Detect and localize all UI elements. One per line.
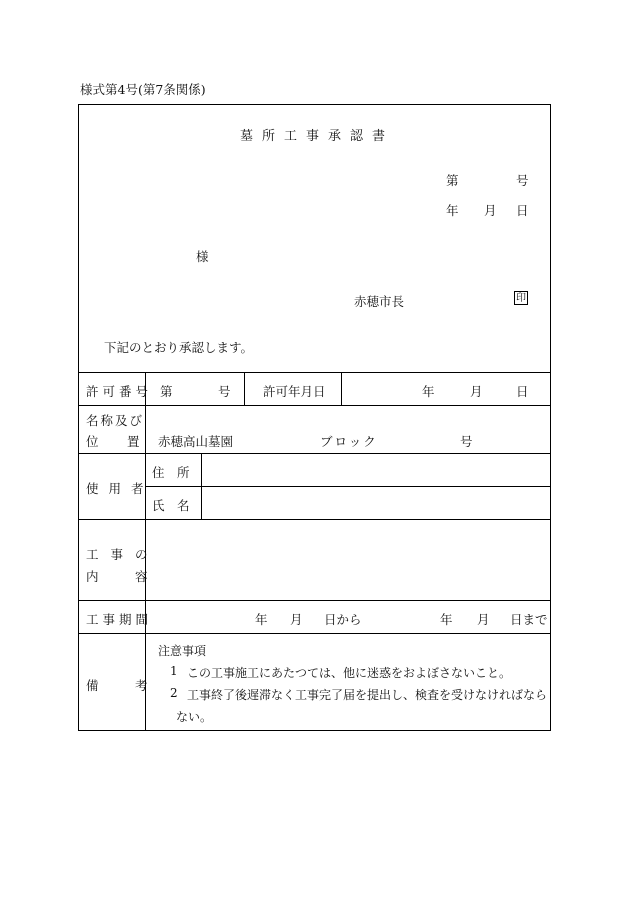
period-from-year: 年	[255, 612, 268, 627]
permit-date-label: 許可年月日	[263, 384, 326, 399]
period-label: 工事期間	[86, 612, 153, 627]
work-label-2: 内 容	[86, 569, 160, 584]
user-label: 使用者	[86, 481, 154, 496]
work-label-1: 工事の	[86, 547, 160, 562]
permit-number-suffix: 号	[218, 384, 231, 399]
rule-period-top	[78, 600, 551, 601]
permit-date-day: 日	[516, 384, 529, 399]
doc-number-prefix: 第	[446, 173, 459, 188]
permit-date-year: 年	[422, 384, 435, 399]
lot-suffix: 号	[460, 434, 473, 449]
doc-number-suffix: 号	[516, 173, 529, 188]
remarks-label: 備 考	[86, 678, 160, 693]
doc-date-day: 日	[516, 203, 529, 218]
name-location-label-1: 名称及び	[86, 413, 145, 428]
block-label: ブロック	[320, 434, 378, 449]
rule-address-name	[145, 486, 551, 487]
name-label: 氏 名	[152, 498, 190, 513]
period-to-year: 年	[440, 612, 453, 627]
permit-number-label: 許可番号	[86, 384, 153, 399]
form-number: 様式第4号(第7条関係)	[80, 82, 206, 97]
rule-user-top	[78, 453, 551, 454]
note-2-number: 2	[170, 686, 178, 700]
issuer-name: 赤穂市長	[354, 294, 405, 309]
name-location-label-2: 位 置	[86, 434, 148, 449]
seal-mark: 印	[516, 293, 526, 304]
period-from-day: 日から	[324, 612, 362, 627]
period-to-day: 日まで	[510, 612, 548, 627]
rule-permit-date	[341, 372, 342, 405]
rule-name-top	[78, 405, 551, 406]
rule-work-top	[78, 519, 551, 520]
document-title: 墓所工事承認書	[240, 129, 395, 144]
note-2-text-line-1: 工事終了後遅滞なく工事完了届を提出し、検査を受けなければなら	[187, 688, 548, 702]
intro-text: 下記のとおり承認します。	[104, 340, 254, 355]
rule-permit-no	[244, 372, 245, 405]
permit-date-month: 月	[470, 384, 483, 399]
rule-remarks-top	[78, 633, 551, 634]
cemetery-name: 赤穂高山墓園	[158, 434, 234, 449]
doc-date-month: 月	[484, 203, 497, 218]
rule-user-sub	[201, 453, 202, 519]
note-2-text-line-2: ない。	[176, 710, 213, 724]
note-1-text: この工事施工にあたつては、他に迷惑をおよぼさないこと。	[187, 666, 512, 680]
form-frame	[78, 104, 551, 731]
rule-permit-top	[78, 372, 551, 373]
addressee-honorific: 様	[196, 249, 209, 264]
notes-heading: 注意事項	[158, 644, 207, 658]
permit-number-prefix: 第	[160, 384, 173, 399]
note-1-number: 1	[170, 664, 178, 678]
address-label: 住 所	[152, 465, 190, 480]
period-from-month: 月	[290, 612, 303, 627]
period-to-month: 月	[477, 612, 490, 627]
doc-date-year: 年	[446, 203, 459, 218]
